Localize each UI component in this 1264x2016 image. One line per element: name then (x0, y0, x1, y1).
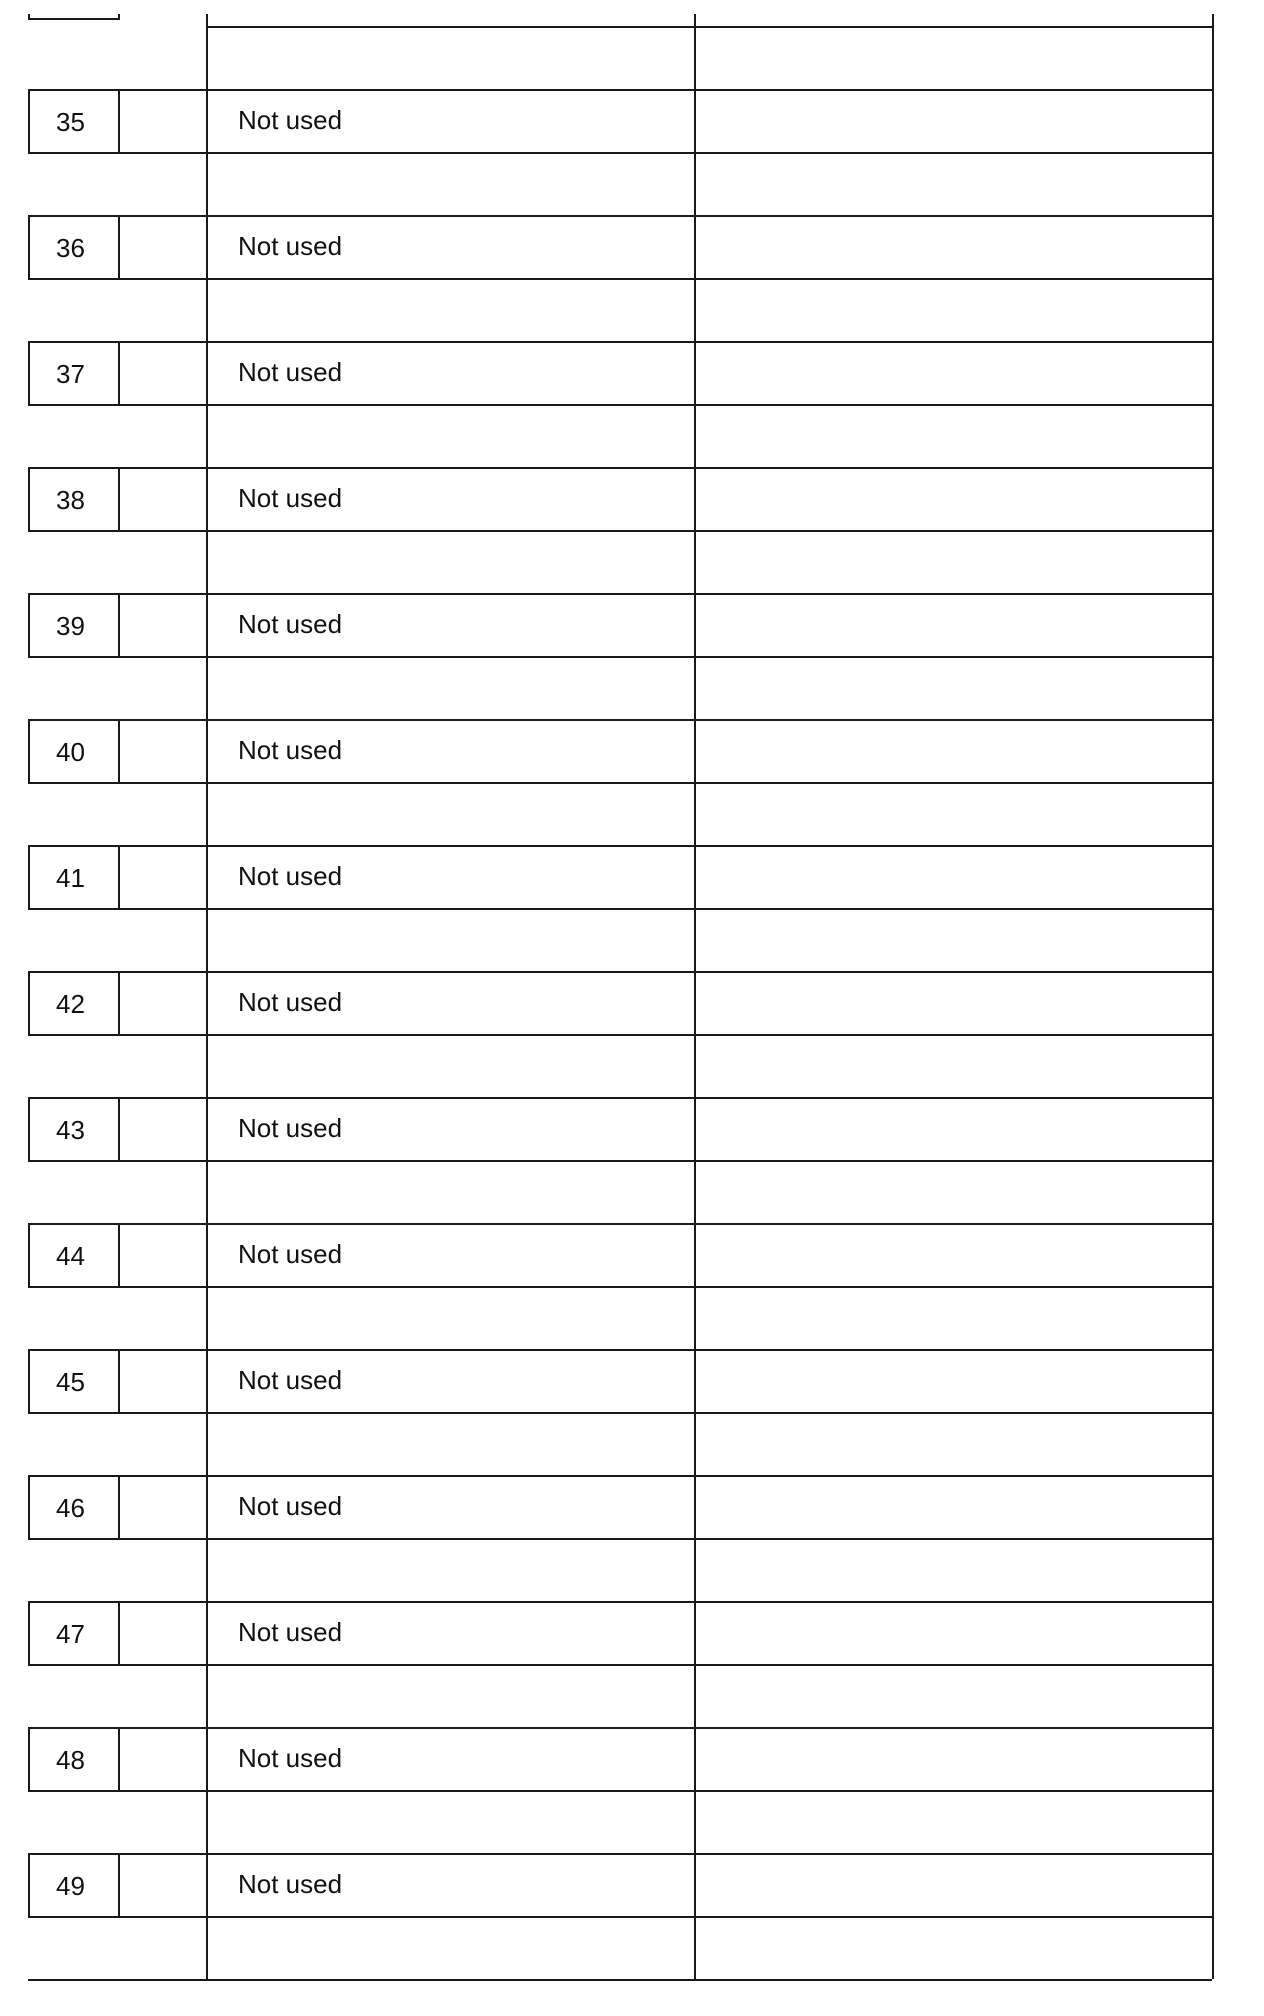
row-description: Not used (238, 861, 343, 891)
row-bottom-line (28, 1916, 1212, 1918)
row-number-divider (118, 1349, 120, 1414)
row-number-divider (118, 1097, 120, 1162)
row-top-line (28, 1853, 1212, 1855)
blank-band-top-line (206, 26, 1212, 28)
row-bottom-line (28, 530, 1212, 532)
row-number: 35 (56, 107, 85, 137)
row-bottom-line (28, 1286, 1212, 1288)
row-left-border (28, 1727, 30, 1792)
row-number-divider (118, 1475, 120, 1540)
row-number: 40 (56, 737, 85, 767)
row-description: Not used (238, 357, 343, 387)
top-tick-left (28, 14, 30, 20)
row-bottom-line (28, 152, 1212, 154)
row-top-line (28, 1475, 1212, 1477)
row-left-border (28, 467, 30, 532)
row-bottom-line (28, 908, 1212, 910)
row-number: 44 (56, 1241, 85, 1271)
row-number: 42 (56, 989, 85, 1019)
row-number-divider (118, 593, 120, 658)
row-description: Not used (238, 735, 343, 765)
row-left-border (28, 593, 30, 658)
row-left-border (28, 1349, 30, 1414)
row-bottom-line (28, 404, 1212, 406)
row-left-border (28, 215, 30, 280)
row-number-divider (118, 1223, 120, 1288)
row-number-divider (118, 1601, 120, 1666)
row-description: Not used (238, 1365, 343, 1395)
row-number: 41 (56, 863, 85, 893)
row-left-border (28, 845, 30, 910)
row-top-line (28, 1601, 1212, 1603)
row-bottom-line (28, 1034, 1212, 1036)
middle-column-divider (206, 14, 208, 1979)
row-left-border (28, 719, 30, 784)
row-number: 37 (56, 359, 85, 389)
row-number-divider (118, 1853, 120, 1918)
top-tick-num (118, 14, 120, 20)
row-description: Not used (238, 105, 343, 135)
row-bottom-line (28, 1160, 1212, 1162)
row-number-divider (118, 89, 120, 154)
row-number: 48 (56, 1745, 85, 1775)
row-left-border (28, 971, 30, 1036)
row-number-divider (118, 971, 120, 1036)
row-top-line (28, 467, 1212, 469)
row-bottom-line (28, 1538, 1212, 1540)
row-number: 36 (56, 233, 85, 263)
row-left-border (28, 1223, 30, 1288)
row-number-divider (118, 215, 120, 280)
row-number: 49 (56, 1871, 85, 1901)
row-bottom-line (28, 656, 1212, 658)
row-bottom-line (28, 1664, 1212, 1666)
row-left-border (28, 1097, 30, 1162)
row-description: Not used (238, 1113, 343, 1143)
row-number: 43 (56, 1115, 85, 1145)
row-number: 46 (56, 1493, 85, 1523)
row-bottom-line (28, 782, 1212, 784)
row-number-divider (118, 845, 120, 910)
row-description: Not used (238, 1239, 343, 1269)
right-border (1212, 14, 1214, 1979)
row-top-line (28, 593, 1212, 595)
row-left-border (28, 89, 30, 154)
row-top-line (28, 341, 1212, 343)
row-left-border (28, 1475, 30, 1540)
row-description: Not used (238, 231, 343, 261)
row-top-line (28, 1223, 1212, 1225)
row-left-border (28, 1601, 30, 1666)
row-top-line (28, 1727, 1212, 1729)
row-number: 38 (56, 485, 85, 515)
row-bottom-line (28, 1412, 1212, 1414)
row-left-border (28, 341, 30, 406)
row-top-line (28, 89, 1212, 91)
row-top-line (28, 719, 1212, 721)
row-description: Not used (238, 1617, 343, 1647)
row-bottom-line (28, 1790, 1212, 1792)
row-number-divider (118, 719, 120, 784)
top-edge-fragment (28, 18, 118, 20)
row-number-divider (118, 467, 120, 532)
row-top-line (28, 845, 1212, 847)
row-description: Not used (238, 1743, 343, 1773)
row-top-line (28, 1349, 1212, 1351)
row-number-divider (118, 341, 120, 406)
row-number-divider (118, 1727, 120, 1792)
row-description: Not used (238, 483, 343, 513)
row-number: 45 (56, 1367, 85, 1397)
row-number: 47 (56, 1619, 85, 1649)
row-top-line (28, 971, 1212, 973)
table-bottom-line (28, 1979, 1212, 1981)
row-top-line (28, 215, 1212, 217)
row-description: Not used (238, 1491, 343, 1521)
description-column-divider (694, 14, 696, 1979)
row-description: Not used (238, 987, 343, 1017)
row-top-line (28, 1097, 1212, 1099)
row-description: Not used (238, 609, 343, 639)
row-description: Not used (238, 1869, 343, 1899)
row-bottom-line (28, 278, 1212, 280)
row-number: 39 (56, 611, 85, 641)
row-left-border (28, 1853, 30, 1918)
